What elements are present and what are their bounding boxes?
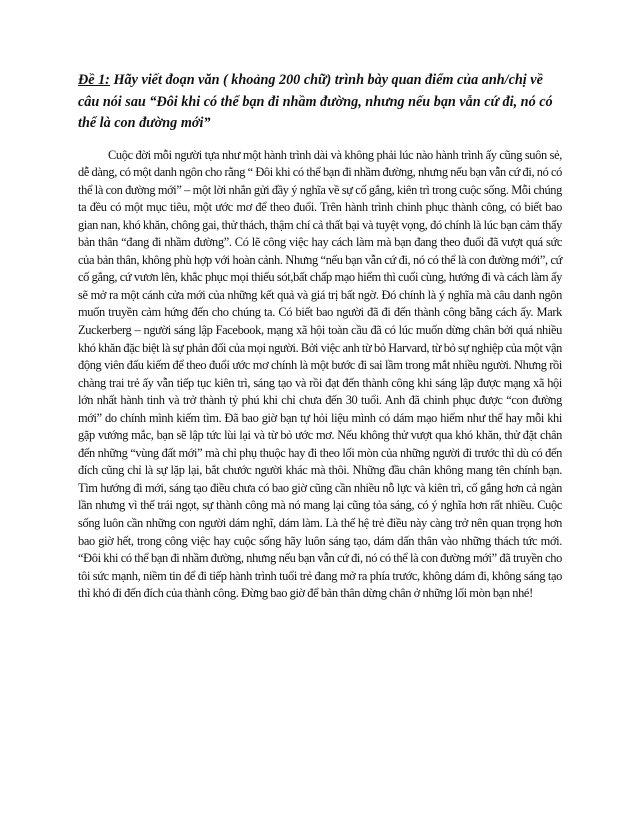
prompt-text: Hãy viết đoạn văn ( khoảng 200 chữ) trình bày quan điểm của anh/chị về câu nói sau “Đôi khi có thể bạn đi nhầm đường, nhưng nếu bạn vẫn cứ đi, nó có thể là con đường mới” — [78, 72, 553, 131]
document-content — [78, 70, 562, 603]
prompt-label: Đề 1: — [78, 72, 110, 88]
essay-paragraph: Cuộc đời mỗi người tựa như một hành trình dài và không phải lúc nào hành trình ấy cũng suôn sẻ, dễ dàng, có một danh ngôn cho rằng “ Đôi khi có thể bạn đi nhầm đường, nhưng nếu bạn vẫn cứ đi, nó có thể là con đường mới” – một lời nhắn gửi đầy ý nghĩa về sự cố gắng, kiên trì trong cuộc sống. Mỗi chúng ta đều có một mục tiêu, một ước mơ để theo đuổi. Trên hành trình chinh phục thành công, có biết bao gian nan, khó khăn, chông gai, thử thách, thậm chí cả thất bại và tuyệt vọng, đó chính là lúc bạn cảm thấy bản thân “đang đi nhầm đường”. Có lẽ công việc hay cách làm mà bạn đang theo đuổi đã vượt quá sức của bản thân, không phù hợp với hoàn cảnh. Nhưng “nếu bạn vẫn cứ đi, nó có thể là con đường mới”, cứ cố gắng, cứ vươn lên, khắc phục mọi thiếu sót,bất chấp mạo hiểm thì cuối cùng, hướng đi và cách làm ấy sẽ mở ra một cánh cửa mới của những kết quả và giá trị bất ngờ. Đó chính là ý nghĩa mà câu danh ngôn muốn truyền cảm hứng đến cho chúng ta. Có biết bao người đã đi đến thành công bằng cách ấy. Mark Zuckerberg – người sáng lập Facebook, mạng xã hội toàn cầu đã có lúc muốn dừng chân bởi quá nhiều khó khăn đặc biệt là sự phản đối của mọi người. Bởi việc anh từ bỏ Harvard, từ bỏ sự nghiệp của một vận động viên đấu kiếm để theo đuổi ước mơ chính là một bước đi sai lầm trong mắt nhiều người. Nhưng rồi chàng trai trẻ ấy vẫn tiếp tục kiên trì, sáng tạo và rồi đạt đến thành công khi sáng lập được mạng xã hội lớn nhất hành tinh và trở thành tỷ phú khi chỉ chưa đến 30 tuổi. Anh đã chinh phục được “con đường mới” do chính mình kiếm tìm. Đã bao giờ bạn tự hỏi liệu mình có dám mạo hiểm như thế hay mỗi khi gặp vướng mắc, bạn sẽ lập tức lùi lại và từ bỏ ước mơ. Nếu không thử vượt qua khó khăn, thử đặt chân đến những “vùng đất mới” mà chỉ phụ thuộc hay đi theo lối mòn của những người đi trước thì dù có đến đích cũng chỉ là sự lặp lại, bắt chước người khác mà thôi. Những đầu chân không mang tên chính bạn. Tìm hướng đi mới, sáng tạo điều chưa có bao giờ cũng cần nhiều nỗ lực và kiên trì, cố gắng hơn cả ngàn lần nhưng vì thế trái ngọt, sự thành công mà nó mang lại cũng tỏa sáng, có ý nghĩa hơn rất nhiều. Cuộc sống luôn cần những con người dám nghĩ, dám làm. Là thế hệ trẻ điều này càng trở nên quan trọng hơn bao giờ hết, trong công việc hay cuộc sống hãy luôn sáng tạo, dám dấn thân vào những thách tức mới. “Đôi khi có thể bạn đi nhầm đường, nhưng nếu bạn vẫn cứ đi, nó có thể là con đường mới” đã truyền cho tôi sức mạnh, niềm tin để đi tiếp hành trình tuổi trẻ đang mở ra phía trước, không dám đi, không sáng tạo thì khó đi đến đích của thành công. Đừng bao giờ để bản thân dừng chân ở những lối mòn bạn nhé! — [78, 147, 562, 601]
essay-prompt — [78, 70, 562, 135]
